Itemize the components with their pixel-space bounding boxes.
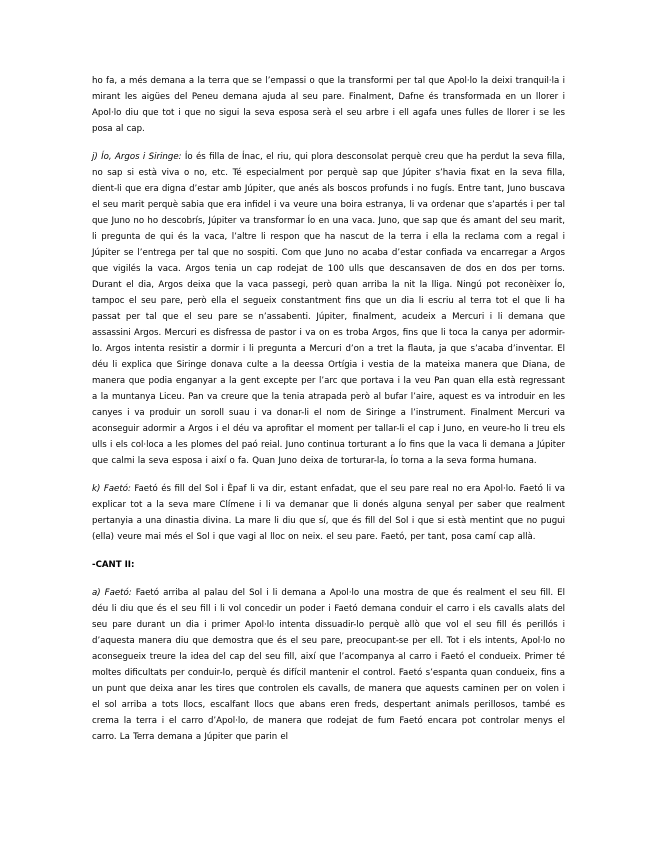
section-k-paragraph [92, 481, 565, 545]
cant-ii-heading: -CANT II: [92, 560, 135, 570]
section-j-text: Ío és filla de Ínac, el riu, qui plora desconsolat perquè creu que ha perdut la seva filla, no sap si està viva o no, etc. Té especialment por perquè sap que Júpiter s’havia fixat en la seva filla, dient-li que era digna d’estar amb Júpiter, que anés als boscos profunds i no fugís. Entre tant, Juno buscava el seu marit perquè sabia que era infidel i va veure una boira estranya, li va ordenar que s’apartés i per tal que Juno no ho descobrís, Júpiter va transformar Ío en una vaca. Juno, que sap que és amant del seu marit, li pregunta de qui és la vaca, l’altre li respon que ha nascut de la terra i ella la reclama com a regal i Júpiter se l’entrega per tal que no sospiti. Com que Juno no acaba d’estar confiada va encarregar a Argos que vigilés la vaca. Argos tenia un cap rodejat de 100 ulls que descansaven de dos en dos per torns. Durant el dia, Argos deixa que la vaca passegi, però quan arriba la nit la lliga. Ningú pot reconèixer Ío, tampoc el seu pare, però ella el segueix constantment fins que un dia li escriu al terra tot el que li ha passat per tal que el seu pare se n’assabenti. Júpiter, finalment, acudeix a Mercuri i li demana que assassini Argos. Mercuri es disfressa de pastor i va on es troba Argos, fins que li toca la canya per adormir-lo. Argos intenta resistir a dormir i li pregunta a Mercuri d’on a tret la flauta, ja que s’acaba d’inventar. El déu li explica que Siringe donava culte a la deessa Ortígia i vestia de la mateixa manera que Diana, de manera que podia enganyar a la gent excepte per l’arc que portava i la veu Pan quan ella està regressant a la muntanya Liceu. Pan va creure que la tenia atrapada però al bufar l’aire, aquest es va introduir en les canyes i va produir un soroll suau i va donar-li el nom de Siringe a l’instrument. Finalment Mercuri va aconseguir adormir a Argos i el déu va aprofitar el moment per tallar-li el cap i Juno, en veure-ho li treu els ulls i els col·loca a les plomes del paó reial. Juno continua torturant a Ío fins que la vaca li demana a Júpiter que calmi la seva esposa i així o fa. Quan Juno deixa de torturar-la, Ío torna a la seva forma humana. [92, 152, 566, 466]
section-k-text: Faetó és fill del Sol i Èpaf li va dir, estant enfadat, que el seu pare real no era Apol·lo. Faetó li va explicar tot a la seva mare Clímene i li va demanar que li donés alguna senyal per saber que realment pertanyia a una dinastia divina. La mare li diu que sí, que és fill del Sol i que si està mentint que no pugui (ella) veure mai més el Sol i que vagi al lloc on neix. el seu pare. Faetó, per tant, posa camí cap allà. [92, 484, 565, 542]
section-j-paragraph [92, 149, 565, 469]
intro-paragraph [92, 73, 565, 137]
section-a-label: a) Faetó: [92, 588, 132, 598]
section-a-paragraph [92, 585, 565, 745]
document-body [92, 73, 565, 757]
section-k-label: k) Faetó: [92, 484, 131, 494]
section-a-text: Faetó arriba al palau del Sol i li demana a Apol·lo una mostra de que és realment el seu fill. El déu li diu que és el seu fill i li vol concedir un poder i Faetó demana conduir el carro i els cavalls alats del seu pare durant un dia i primer Apol·lo intenta dissuadir-lo perquè allò que vol el seu fill és perillós i d’aquesta manera diu que demostra que és el seu pare, preocupant-se per ell. Tot i els intents, Apol·lo no aconsegueix treure la idea del cap del seu fill, així que l’acompanya al carro i Faetó el condueix. Primer té moltes dificultats per conduir-lo, perquè és difícil mantenir el control. Faetó s’espanta quan condueix, fins a un punt que deixa anar les tires que controlen els cavalls, de manera que aquests caminen per on volen i el sol arriba a tots llocs, escalfant llocs que abans eren freds, despertant animals perillosos, també es crema la terra i el carro d’Apol·lo, de manera que rodejat de fum Faetó encara pot controlar menys el carro. La Terra demana a Júpiter que parin el [92, 588, 565, 742]
intro-text: ho fa, a més demana a la terra que se l’empassi o que la transformi per tal que Apol·lo la deixi tranquil·la i mirant les aigües del Peneu demana ajuda al seu pare. Finalment, Dafne és transformada en un llorer i Apol·lo diu que tot i que no sigui la seva esposa serà el seu arbre i ell agafa unes fulles de llorer i se les posa al cap. [92, 76, 565, 134]
section-j-label: j) Ío, Argos i Siringe: [92, 152, 182, 162]
